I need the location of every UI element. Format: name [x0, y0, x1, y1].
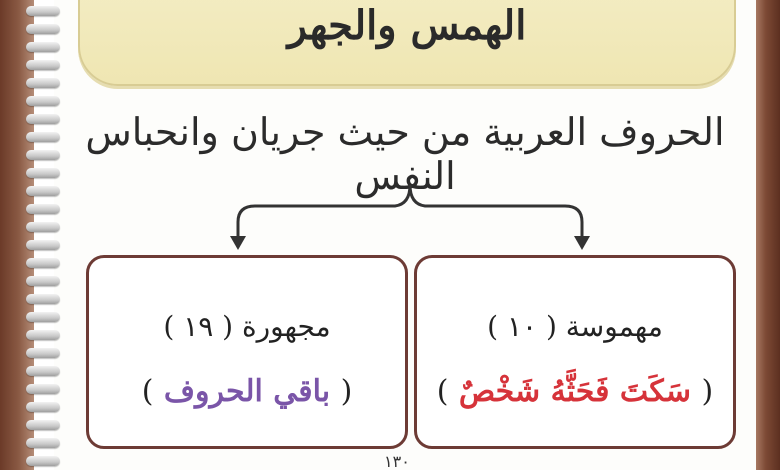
- paren-close: ): [141, 374, 154, 409]
- arrow-head-left: [230, 236, 246, 250]
- paren-open: (: [340, 374, 353, 409]
- paren-open: (: [701, 374, 714, 409]
- page-title: الهمس والجهر: [287, 2, 527, 49]
- diagram-subtitle: الحروف العربية من حيث جريان وانحباس النفس: [85, 110, 725, 198]
- arrow-head-right: [574, 236, 590, 250]
- whispered-label: مهموسة ( ١٠ ): [487, 310, 663, 343]
- whispered-letters-line: [417, 374, 733, 409]
- voiced-letters-box: [86, 255, 408, 449]
- paren-close: ): [436, 374, 449, 409]
- whispered-letters-box: [414, 255, 736, 449]
- voiced-letters: باقي الحروف: [163, 374, 331, 409]
- voiced-label: مجهورة ( ١٩ ): [163, 310, 331, 343]
- branch-brace: [238, 185, 410, 240]
- whispered-letters: سَكَتَ فَحَثَّهُ شَخْصٌ: [458, 374, 692, 409]
- branch-brace-right: [410, 185, 582, 240]
- voiced-letters-line: [89, 374, 405, 409]
- page-number: ١٣٠: [384, 452, 410, 471]
